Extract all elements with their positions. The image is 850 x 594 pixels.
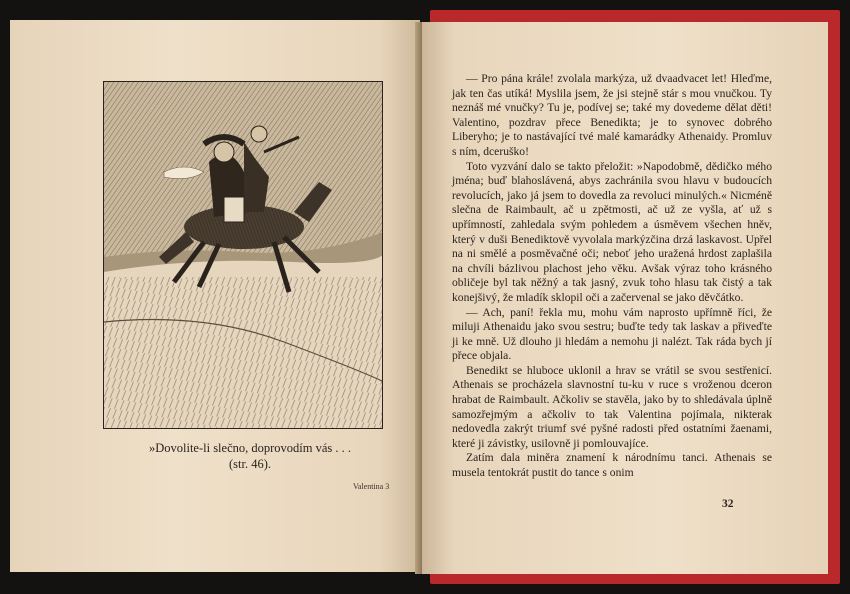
illustration-caption [100, 440, 400, 472]
signature-footer: Valentina 3 [353, 482, 390, 491]
caption-line-2: (str. 46). [228, 457, 271, 471]
illustration [103, 81, 383, 429]
horse-riders-engraving [104, 82, 383, 429]
body-text [452, 72, 772, 481]
left-page [10, 20, 420, 572]
paragraph: Zatím dala miněra znamení k národnímu tanci. Athenais se musela tentokrát pustit do tance s onim [452, 451, 772, 480]
right-page [422, 22, 828, 574]
paragraph: Benedikt se hluboce uklonil a hrav se vrátil se svou sestřenicí. Athenais se procházela slavnostní tu‑ku v ruce s vroženou dceron hrabat de Raimbault. Ačkoliv se stavěla, jako by to shledávala úplně samozřejmým a ačkoliv to tak Valentina pojímala, nikterak nedovedla zakrýt triumf své pyšné radosti před ostatními žaenami, které ji závistky, usilovně ji pomlouvajíce. [452, 363, 772, 450]
paragraph: — Pro pána krále! zvolala markýza, už dvaadvacet let! Hleďme, jak ten čas utíká! Myslila jsem, že jsi stejně stár s mou vnučkou. Ty neznáš mé vnučky? Tu je, podívej se; také my dovedeme dělat děti! Valentino, pozdrav přece Benedikta; je to synovec dobrého Liberyho; je to nastávající tvé malé kamarádky Athenaidy. Promluv s ním, dceruško! [452, 72, 772, 158]
caption-line-1: »Dovolite-li slečno, doprovodím vás . . . [148, 441, 352, 455]
paragraph: — Ach, paní! řekla mu, mohu vám naprosto upřímně říci, že miluji Athenaidu jako svou sestru; buďte tedy tak laskav a přiveďte ji ke mně. Už dlouho ji hledám a nemohu ji nalézt. Tak ráda bych jí přece objala. [452, 305, 772, 363]
paragraph: Toto vyzvání dalo se takto přeložit: »Napodobmě, dědičko mého jména; buď blahoslávená, abys zachránila svou hlavu v budoucích revolucích, jako já jsem to dovedla za revoluci minulých.« Nicméně slečna de Raimbault, ač u zpětmosti, ač už ze vyšla, ať už s upřímností, zahledala svým pohledem a úsměvem všechen hněv, který v duši Benediktově vyvolala markýzčina drzá laskavost. Upřel na ni smělé a posměvačné oči; neboť jeho uražená hrdost zaplašila na chvíli bázlivou plachost jeho věku. Avšak výraz toho krásného obličeje byl tak něžný a tak jasný, zvuk toho hlasu tak čistý a tak konejšivý, že mladík sklopil oči a začervenal se jako děvčátko. [452, 159, 772, 304]
page-number: 32 [722, 498, 734, 510]
